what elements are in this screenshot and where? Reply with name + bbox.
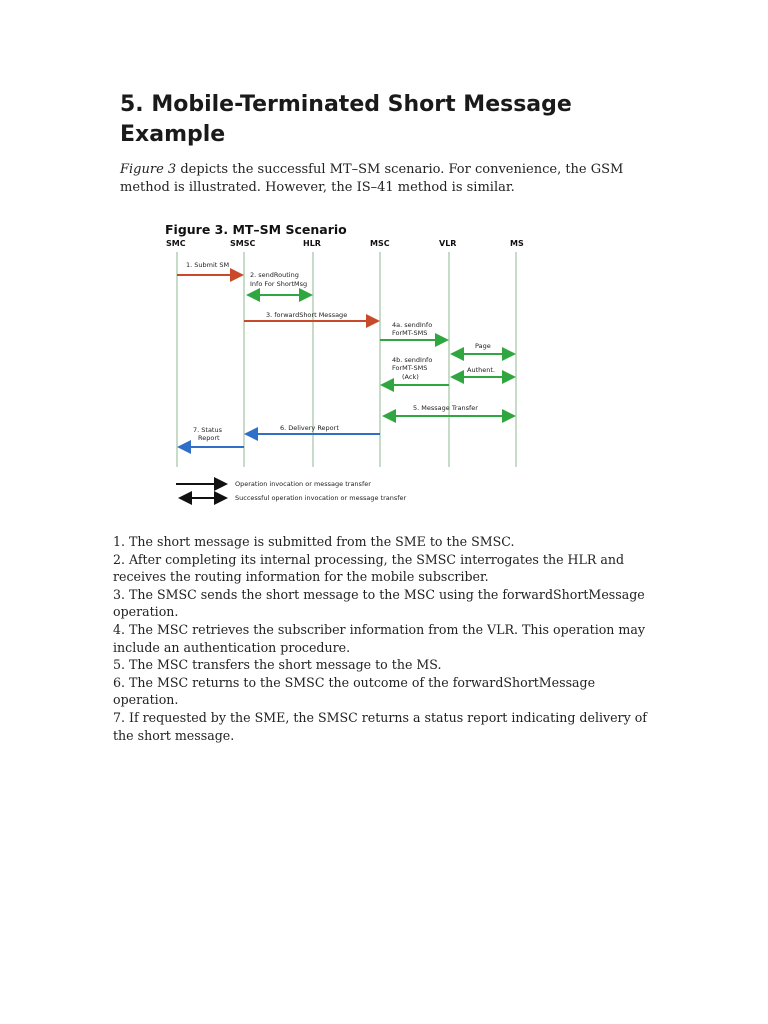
legend-label-two-way: Successful operation invocation or message transfer [235, 494, 407, 502]
msg-label-4a2: ForMT-SMS [392, 329, 428, 337]
msg-label-5: 5. Message Transfer [413, 404, 478, 412]
step-item: 4. The MSC retrieves the subscriber information from the VLR. This operation may include an authentication procedure. [113, 621, 645, 655]
node-label-smsc: SMSC [230, 239, 256, 248]
msg-label-2b: Info For ShortMsg [250, 280, 308, 288]
step-item: 1. The short message is submitted from the SME to the SMSC. [113, 534, 515, 549]
msg-label-7a: 7. Status [193, 426, 222, 434]
msg-label-4b2: ForMT-SMS [392, 364, 428, 372]
node-label-smc: SMC [166, 239, 186, 248]
section-heading: 5. Mobile-Terminated Short Message Example [120, 92, 572, 147]
step-item: 7. If requested by the SME, the SMSC returns a status report indicating delivery of the short message. [113, 709, 647, 743]
step-item: 2. After completing its internal processing, the SMSC interrogates the HLR and receives the routing information for the mobile subscriber. [113, 551, 625, 585]
msg-label-4b3: (Ack) [402, 373, 419, 381]
msg-label-7b: Report [198, 434, 220, 442]
step-item: 6. The MSC returns to the SMSC the outcome of the forwardShortMessage operation. [113, 674, 596, 708]
msg-label-authent: Authent. [467, 366, 495, 374]
step-item: 3. The SMSC sends the short message to the MSC using the forwardShortMessage operation. [113, 586, 645, 620]
node-label-msc: MSC [370, 239, 390, 248]
node-label-vlr: VLR [439, 239, 457, 248]
msg-label-4a1: 4a. sendInfo [392, 321, 433, 329]
msg-label-6: 6. Delivery Report [280, 424, 339, 432]
msg-label-page: Page [475, 342, 491, 350]
figure-reference: Figure 3 [120, 162, 177, 177]
node-label-ms: MS [510, 239, 524, 248]
msg-label-3: 3. forwardShort Message [266, 311, 348, 319]
msg-label-1: 1. Submit SM [186, 261, 230, 269]
msg-label-4b1: 4b. sendInfo [392, 356, 433, 364]
sequence-diagram [160, 232, 540, 507]
msg-label-2a: 2. sendRouting [250, 271, 299, 279]
step-item: 5. The MSC transfers the short message to the MS. [113, 657, 442, 673]
figure-title: Figure 3. MT–SM Scenario [165, 222, 347, 237]
legend-label-one-way: Operation invocation or message transfer [235, 480, 371, 488]
intro-paragraph [120, 161, 660, 197]
steps-list [113, 533, 658, 744]
node-label-hlr: HLR [303, 239, 321, 248]
intro-text: depicts the successful MT–SM scenario. For convenience, the GSM method is illustrated. However, the IS–41 method is similar. [120, 162, 624, 195]
